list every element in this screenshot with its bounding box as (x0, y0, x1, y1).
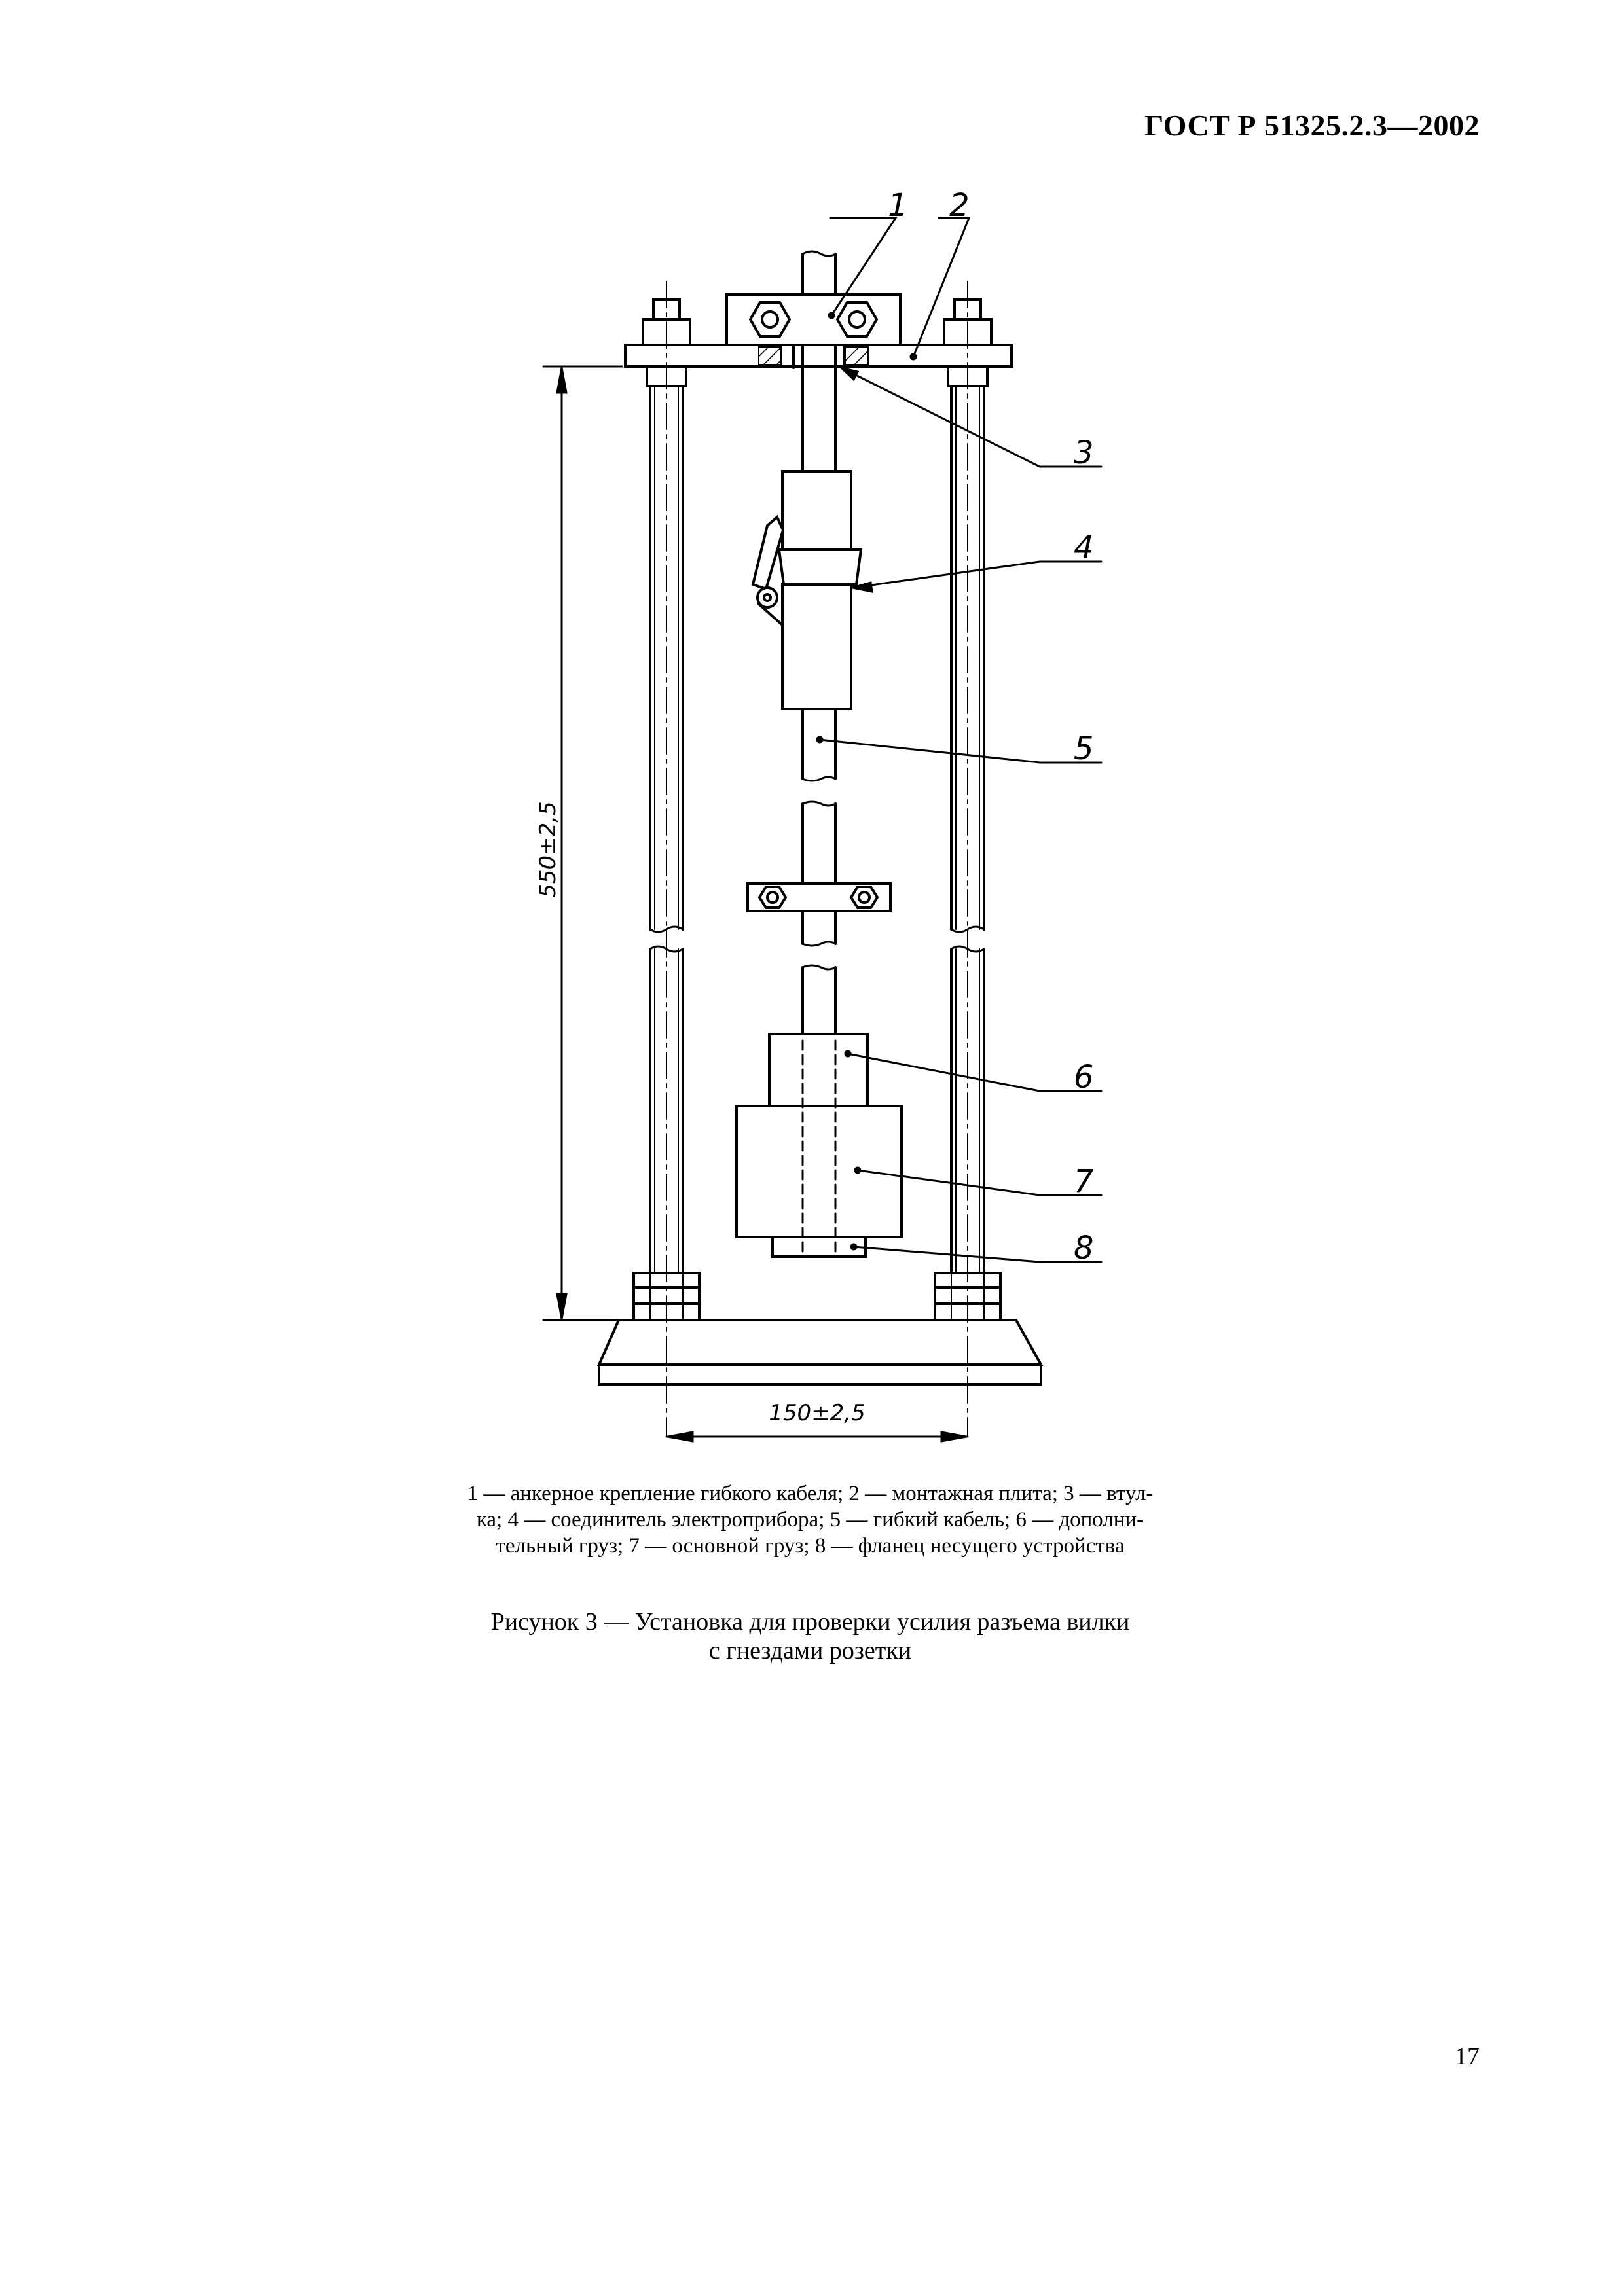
callout-1: 1 (888, 187, 908, 224)
document-header: ГОСТ Р 51325.2.3—2002 (1144, 109, 1480, 142)
mounting-plate (625, 345, 1012, 367)
figure-legend (393, 1480, 1228, 1559)
cable-clamp (748, 884, 890, 911)
legend-line: ка; 4 — соединитель электроприбора; 5 — гибкий кабель; 6 — дополни- (476, 1508, 1144, 1532)
caption-line-2: с гнездами розетки (708, 1637, 912, 1664)
flexible-cable (803, 709, 835, 1034)
width-dimension (666, 1432, 968, 1441)
page-number: 17 (1455, 2043, 1480, 2070)
callout-8: 8 (1074, 1230, 1094, 1266)
callout-6: 6 (1074, 1059, 1094, 1096)
callout-7: 7 (1074, 1163, 1094, 1200)
cable-anchorage (727, 295, 900, 345)
callout-4: 4 (1074, 529, 1094, 566)
main-weight (737, 1106, 902, 1237)
width-dimension-label: 150±2,5 (769, 1400, 866, 1426)
appliance-connector (753, 471, 861, 709)
legend-line: 1 — анкерное крепление гибкого кабеля; 2 — монтажная плита; 3 — втул- (467, 1482, 1154, 1505)
figure-caption (393, 1607, 1228, 1665)
callout-3: 3 (1074, 435, 1094, 471)
callout-5: 5 (1074, 730, 1094, 767)
height-dimension-label: 550±2,5 (535, 801, 561, 898)
legend-line: тельный груз; 7 — основной груз; 8 — фланец несущего устройства (496, 1534, 1125, 1558)
callout-2: 2 (949, 187, 970, 224)
caption-line-1: Рисунок 3 — Установка для проверки усилия разъема вилки (490, 1608, 1130, 1636)
base-plate (599, 1320, 1041, 1384)
additional-weight (769, 1034, 867, 1106)
